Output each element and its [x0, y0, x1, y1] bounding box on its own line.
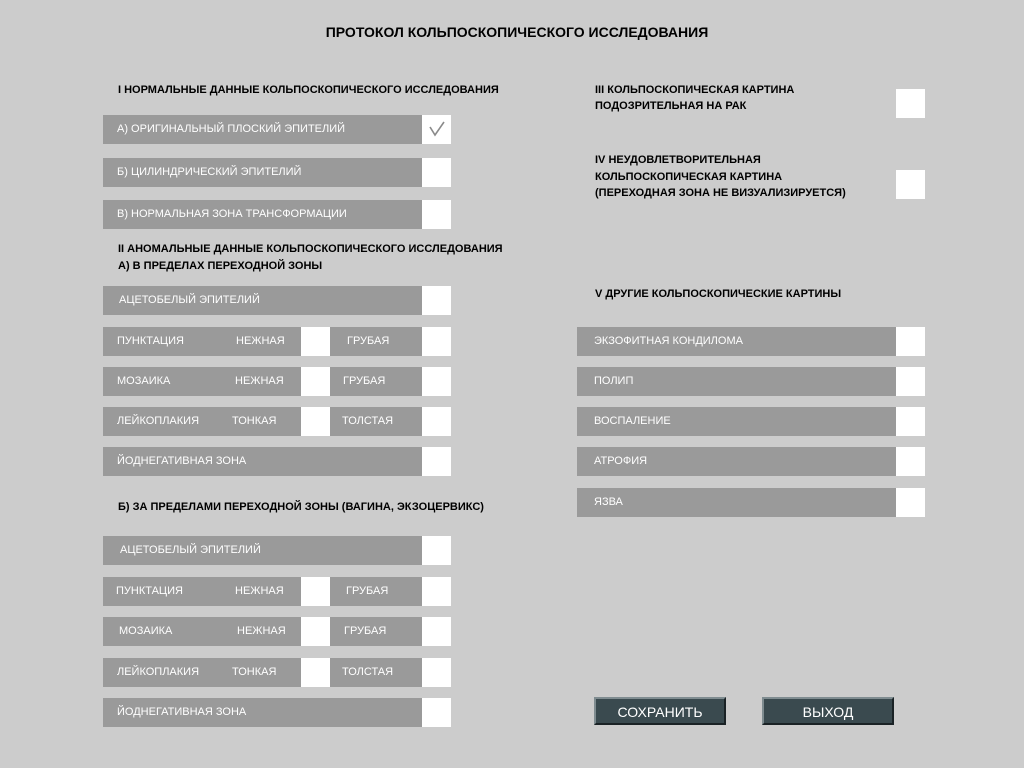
section2b-heading: Б) ЗА ПРЕДЕЛАМИ ПЕРЕХОДНОЙ ЗОНЫ (ВАГИНА, ЭКЗОЦЕРВИКС) — [118, 501, 484, 513]
punctation-row — [103, 327, 301, 356]
iodine-negative-row — [103, 447, 422, 476]
outside-leukoplakia-thick-row — [330, 658, 422, 687]
row-label: ЛЕЙКОПЛАКИЯ — [117, 415, 200, 427]
option-label-thick: ТОЛСТАЯ — [342, 666, 394, 678]
outside-acetowhite-checkbox[interactable] — [422, 536, 451, 565]
outside-mosaic-coarse-row — [330, 617, 422, 646]
section5-heading: V ДРУГИЕ КОЛЬПОСКОПИЧЕСКИЕ КАРТИНЫ — [595, 288, 842, 300]
row-label: АЦЕТОБЕЛЫЙ ЭПИТЕЛИЙ — [120, 544, 261, 556]
save-button[interactable]: СОХРАНИТЬ — [594, 697, 726, 725]
section2a-subheading: А) В ПРЕДЕЛАХ ПЕРЕХОДНОЙ ЗОНЫ — [118, 260, 323, 272]
row-label: ПУНКТАЦИЯ — [116, 585, 183, 597]
atrophy-row — [577, 447, 896, 476]
outside-leukoplakia-thin-checkbox[interactable] — [301, 658, 330, 687]
section1-heading: I НОРМАЛЬНЫЕ ДАННЫЕ КОЛЬПОСКОПИЧЕСКОГО ИССЛЕДОВАНИЯ — [118, 84, 499, 96]
mosaic-row — [103, 367, 301, 396]
row-label: Б) ЦИЛИНДРИЧЕСКИЙ ЭПИТЕЛИЙ — [117, 166, 302, 178]
row-label: В) НОРМАЛЬНАЯ ЗОНА ТРАНСФОРМАЦИИ — [117, 208, 347, 220]
outside-punctation-row — [103, 577, 301, 606]
leukoplakia-thin-checkbox[interactable] — [301, 407, 330, 436]
punctation-coarse-checkbox[interactable] — [422, 327, 451, 356]
row-label: МОЗАИКА — [119, 625, 173, 637]
page-title: ПРОТОКОЛ КОЛЬПОСКОПИЧЕСКОГО ИССЛЕДОВАНИЯ — [325, 24, 709, 40]
unsatisfactory-checkbox[interactable] — [896, 170, 925, 199]
mosaic-fine-checkbox[interactable] — [301, 367, 330, 396]
option-label-thin: ТОНКАЯ — [232, 415, 277, 427]
iodine-negative-checkbox[interactable] — [422, 447, 451, 476]
columnar-epithelium-row — [103, 158, 422, 187]
outside-punctation-fine-checkbox[interactable] — [301, 577, 330, 606]
option-label-fine: НЕЖНАЯ — [235, 375, 284, 387]
punctation-fine-checkbox[interactable] — [301, 327, 330, 356]
section4-heading-line1: IV НЕУДОВЛЕТВОРИТЕЛЬНАЯ — [595, 154, 761, 166]
mosaic-coarse-checkbox[interactable] — [422, 367, 451, 396]
outside-acetowhite-row — [103, 536, 422, 565]
row-label: ПОЛИП — [594, 375, 634, 387]
mosaic-coarse-row — [330, 367, 422, 396]
outside-mosaic-coarse-checkbox[interactable] — [422, 617, 451, 646]
section4-heading-line2: КОЛЬПОСКОПИЧЕСКАЯ КАРТИНА — [595, 171, 783, 183]
outside-punctation-coarse-row — [330, 577, 422, 606]
row-label: МОЗАИКА — [117, 375, 171, 387]
acetowhite-checkbox[interactable] — [422, 286, 451, 315]
option-label-coarse: ГРУБАЯ — [347, 335, 390, 347]
leukoplakia-thick-row — [330, 407, 422, 436]
option-label-thick: ТОЛСТАЯ — [342, 415, 394, 427]
option-label-coarse: ГРУБАЯ — [344, 625, 387, 637]
outside-mosaic-row — [103, 617, 301, 646]
ulcer-checkbox[interactable] — [896, 488, 925, 517]
section3-heading-line2: ПОДОЗРИТЕЛЬНАЯ НА РАК — [595, 100, 747, 112]
row-label: ЭКЗОФИТНАЯ КОНДИЛОМА — [594, 335, 743, 347]
condyloma-checkbox[interactable] — [896, 327, 925, 356]
outside-punctation-coarse-checkbox[interactable] — [422, 577, 451, 606]
row-label: ЛЕЙКОПЛАКИЯ — [117, 666, 200, 678]
suspicious-for-cancer-checkbox[interactable] — [896, 89, 925, 118]
original-squamous-checkbox[interactable] — [422, 115, 451, 144]
row-label: А) ОРИГИНАЛЬНЫЙ ПЛОСКИЙ ЭПИТЕЛИЙ — [117, 123, 346, 135]
row-label: ЙОДНЕГАТИВНАЯ ЗОНА — [117, 706, 247, 718]
polyp-checkbox[interactable] — [896, 367, 925, 396]
row-label: АТРОФИЯ — [594, 455, 648, 467]
row-label: ВОСПАЛЕНИЕ — [594, 415, 671, 427]
exit-button[interactable]: ВЫХОД — [762, 697, 894, 725]
section2-heading: II АНОМАЛЬНЫЕ ДАННЫЕ КОЛЬПОСКОПИЧЕСКОГО ИССЛЕДОВАНИЯ — [118, 243, 503, 255]
option-label-fine: НЕЖНАЯ — [236, 335, 285, 347]
columnar-epithelium-checkbox[interactable] — [422, 158, 451, 187]
atrophy-checkbox[interactable] — [896, 447, 925, 476]
section3-heading-line1: III КОЛЬПОСКОПИЧЕСКАЯ КАРТИНА — [595, 84, 795, 96]
outside-iodine-negative-checkbox[interactable] — [422, 698, 451, 727]
outside-leukoplakia-row — [103, 658, 301, 687]
section4-heading-line3: (ПЕРЕХОДНАЯ ЗОНА НЕ ВИЗУАЛИЗИРУЕТСЯ) — [595, 187, 846, 199]
punctation-coarse-row — [330, 327, 422, 356]
polyp-row — [577, 367, 896, 396]
normal-transformation-zone-checkbox[interactable] — [422, 200, 451, 229]
inflammation-row — [577, 407, 896, 436]
inflammation-checkbox[interactable] — [896, 407, 925, 436]
outside-mosaic-fine-checkbox[interactable] — [301, 617, 330, 646]
row-label: ЯЗВА — [594, 496, 623, 508]
ulcer-row — [577, 488, 896, 517]
leukoplakia-row — [103, 407, 301, 436]
original-squamous-row — [103, 115, 422, 144]
row-label: ПУНКТАЦИЯ — [117, 335, 184, 347]
row-label: ЙОДНЕГАТИВНАЯ ЗОНА — [117, 455, 247, 467]
option-label-coarse: ГРУБАЯ — [346, 585, 389, 597]
outside-leukoplakia-thick-checkbox[interactable] — [422, 658, 451, 687]
normal-transformation-zone-row — [103, 200, 422, 229]
condyloma-row — [577, 327, 896, 356]
checkmark-icon — [428, 120, 446, 138]
row-label: АЦЕТОБЕЛЫЙ ЭПИТЕЛИЙ — [119, 294, 260, 306]
option-label-fine: НЕЖНАЯ — [237, 625, 286, 637]
leukoplakia-thick-checkbox[interactable] — [422, 407, 451, 436]
option-label-thin: ТОНКАЯ — [232, 666, 277, 678]
outside-iodine-negative-row — [103, 698, 422, 727]
option-label-fine: НЕЖНАЯ — [235, 585, 284, 597]
acetowhite-row — [103, 286, 422, 315]
option-label-coarse: ГРУБАЯ — [343, 375, 386, 387]
